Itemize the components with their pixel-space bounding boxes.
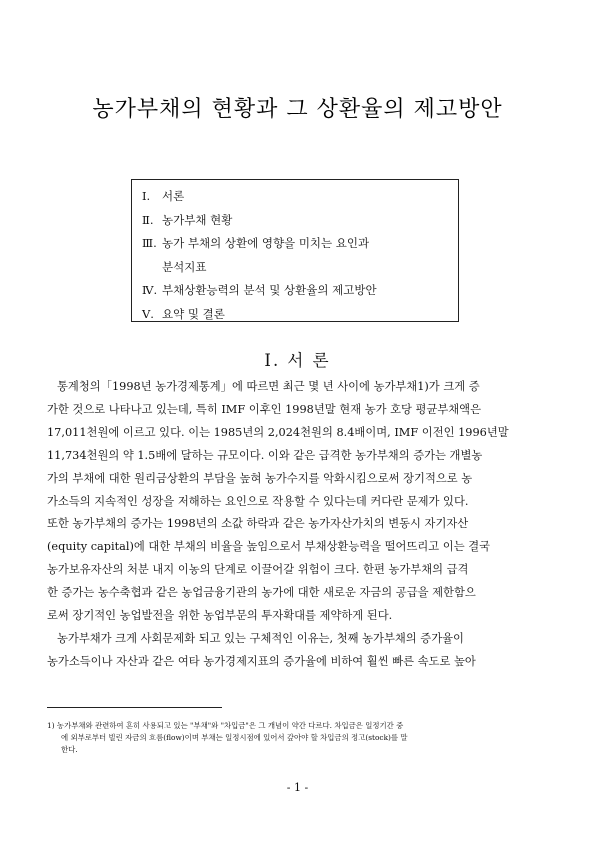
toc-number: Ⅴ. [142,306,154,321]
body-line: 가소득의 지속적인 성장을 저해하는 요인으로 작용할 수 있다는데 커다란 문제가 있다. [47,494,469,508]
body-line: 로써 장기적인 농업발전을 위한 농업부문의 투자확대를 제약하게 된다. [47,609,393,623]
toc-number: Ⅳ. [142,283,158,298]
body-line: 농가보유자산의 처분 내지 이농의 단계로 이끌어갈 위험이 크다. 한편 농가부채의 급격 [47,563,469,577]
footnote-line: 1) 농가부채와 관련하여 흔히 사용되고 있는 "부채"와 "차입금"은 그 개념이 약간 다르다. 차입금은 일정기간 중 [47,721,404,730]
footnote-line: 한다. [61,745,78,754]
body-line: 가의 부채에 대한 원리금상환의 부담을 높혀 농가수지를 악화시킴으로써 장기적으로 농 [47,471,473,485]
toc-number: Ⅲ. [142,236,157,251]
table-of-contents [131,179,459,322]
footnote-divider [47,707,222,708]
footnote [47,720,550,756]
document-title: 농가부채의 현황과 그 상환율의 제고방안 [92,97,503,122]
toc-item-3 [142,232,458,256]
toc-item-5 [142,303,458,327]
body-line: 가한 것으로 나타나고 있는데, 특히 IMF 이후인 1998년말 현재 농가 호당 평균부채액은 [47,402,482,416]
toc-item-1 [142,185,458,209]
toc-label: 분석지표 [162,259,207,274]
body-line: 농가부채가 크게 사회문제화 되고 있는 구체적인 이유는, 첫째 농가부채의 증가율이 [57,631,464,645]
page-number: - 1 - [286,781,309,794]
toc-label: 부채상환능력의 분석 및 상환율의 제고방안 [162,283,377,298]
toc-label: 요약 및 결론 [162,306,225,321]
toc-item-4 [142,279,458,303]
toc-number: Ⅱ. [142,212,154,227]
body-line: 11,734천원의 약 1.5배에 달하는 규모이다. 이와 같은 급격한 농가부채의 증가는 개별농 [47,448,483,462]
body-line: 또한 농가부채의 증가는 1998년의 소값 하락과 같은 농가자산가치의 변동시 자기자산 [47,517,469,531]
body-line: (equity capital)에 대한 부채의 비율을 높임으로서 부채상환능력을 떨어뜨리고 이는 결국 [47,540,491,554]
section-heading: Ⅰ. 서 론 [264,351,331,370]
body-line: 한 증가는 농수축협과 같은 농업금융기관의 농가에 대한 새로운 자금의 공급을 제한함으 [47,586,476,600]
body-line: 17,011천원에 이르고 있다. 이는 1985년의 2,024천원의 8.4배이며, IMF 이전인 1996년말 [47,425,509,439]
toc-label: 농가 부채의 상환에 영향을 미치는 요인과 [162,236,370,251]
body-line: 농가소득이나 자산과 같은 여타 농가경제지표의 증가율에 비하여 훨씬 빠른 속도로 높아 [47,654,476,668]
footnote-line: 에 외부로부터 빌린 자금의 흐름(flow)이며 부채는 일정시점에 있어서 갚아야 할 차입금의 정고(stock)를 말 [61,733,408,742]
body-line: 통계청의「1998년 농가경제통계」에 따르면 최근 몇 년 사이에 농가부채1)가 크게 증 [57,380,480,393]
toc-label: 농가부채 현황 [162,212,233,227]
toc-label: 서론 [162,189,185,203]
toc-item-2 [142,209,458,233]
toc-number: Ⅰ. [142,189,151,203]
body-paragraphs [47,376,548,674]
toc-item-3-continued [142,256,458,280]
